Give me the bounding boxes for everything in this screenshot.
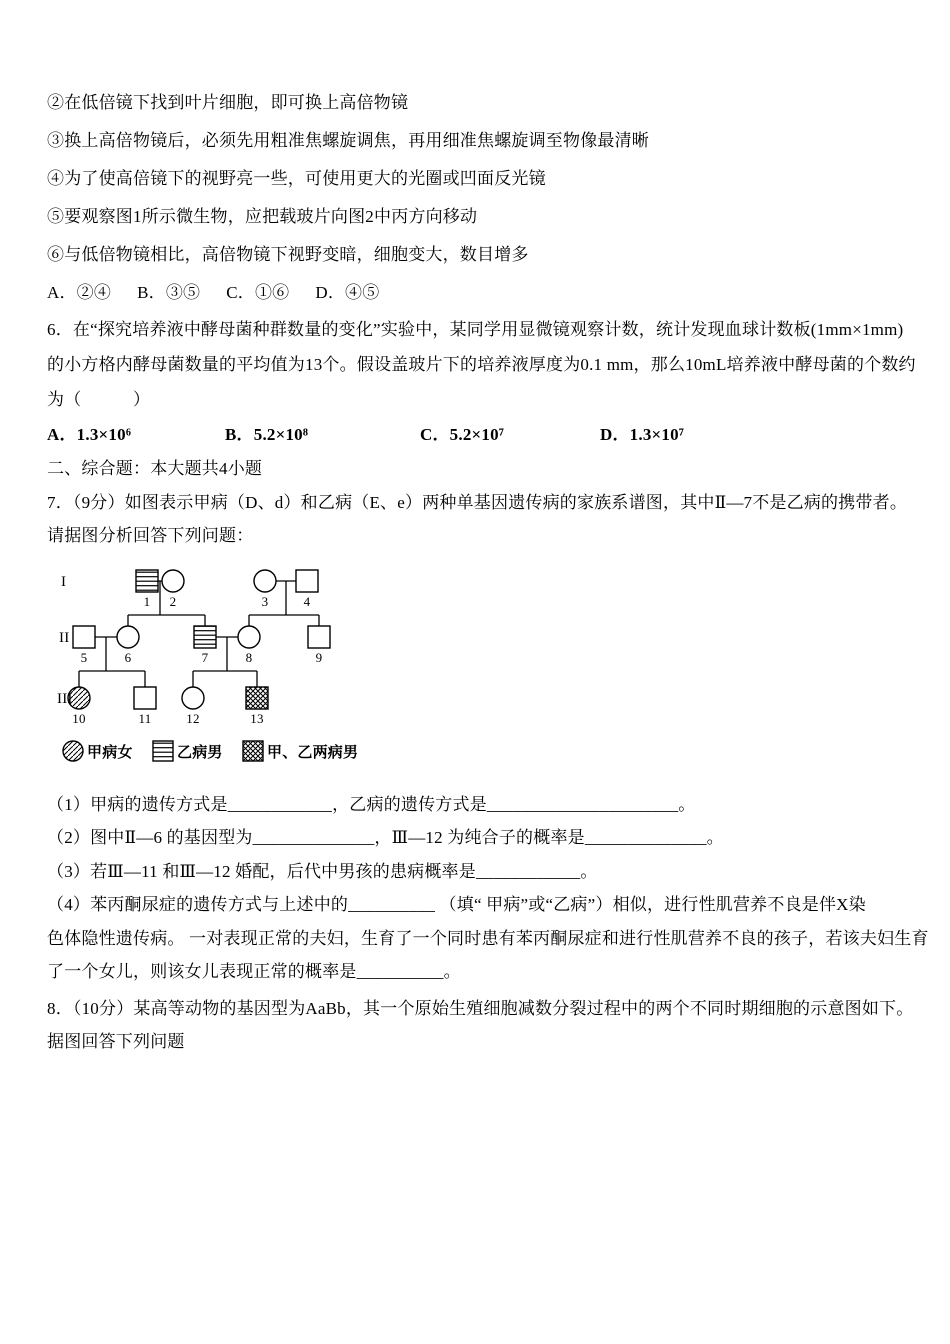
legend-swatch-disease-b-male — [153, 741, 173, 761]
individual-4-male — [296, 570, 318, 592]
individual-number: 5 — [80, 649, 88, 665]
individual-7-male — [194, 626, 216, 648]
individual-number: 9 — [315, 649, 323, 665]
statement-2: ②在低倍镜下找到叶片细胞，即可换上高倍物镜 — [47, 93, 409, 112]
legend-swatch-disease-ab-male — [243, 741, 263, 761]
q7-sub-question-4-line-2: 色体隐性遗传病。 一对表现正常的夫妇，生育了一个同时患有苯丙酮尿症和进行性肌营养不良的孩子，若该夫妇生育 — [47, 928, 929, 948]
individual-6-female — [117, 626, 139, 648]
q6-option-b: B．5.2×10⁸ — [225, 425, 309, 444]
individual-number: 10 — [72, 710, 86, 726]
statement-5: ⑤要观察图1所示微生物，应把载玻片向图2中丙方向移动 — [47, 207, 478, 226]
legend-label-disease-ab-male: 甲、乙两病男 — [267, 744, 359, 761]
individual-number: 1 — [143, 593, 151, 609]
individual-number: 13 — [250, 710, 264, 726]
individual-number: 12 — [186, 710, 200, 726]
individual-number: 4 — [303, 593, 311, 609]
q7-sub-question-3: （3）若Ⅲ—11 和Ⅲ—12 婚配，后代中男孩的患病概率是____________。 — [47, 861, 598, 881]
section-header: 二、综合题：本大题共4小题 — [47, 459, 263, 478]
statements-block — [47, 84, 910, 312]
q6-stem-line-1: 6．在“探究培养液中酵母菌种群数量的变化”实验中，某同学用显微镜观察计数，统计发现血球计数板(1mm×1mm) — [47, 320, 904, 339]
q6-stem-line-2: 的小方格内酵母菌数量的平均值为13个。假设盖玻片下的培养液厚度为0.1 mm，那么10mL培养液中酵母菌的个数约 — [47, 355, 916, 374]
individual-number: 8 — [245, 649, 253, 665]
individual-5-male — [73, 626, 95, 648]
individual-1-affected-b-male — [136, 570, 158, 592]
q6-options-row — [47, 417, 910, 452]
section-2-block — [47, 452, 929, 1059]
individual-number: 6 — [124, 649, 132, 665]
question-6-block — [47, 312, 916, 452]
q5-option-a: A．②④ — [47, 283, 112, 302]
individual-number: 2 — [169, 593, 177, 609]
q6-option-c: C．5.2×10⁷ — [420, 425, 505, 444]
q6-option-a: A．1.3×10⁶ — [47, 425, 132, 444]
statement-3: ③换上高倍物镜后，必须先用粗准焦螺旋调焦，再用细准焦螺旋调至物像最清晰 — [47, 131, 649, 150]
legend-swatch-disease-a-female — [63, 741, 83, 761]
individual-13-affected-ab-male — [246, 687, 268, 709]
individual-8-female — [238, 626, 260, 648]
pedigree-figure-wrapper — [53, 559, 910, 778]
q5-option-c: C．①⑥ — [226, 283, 290, 302]
q7-sub-question-2: （2）图中Ⅱ—6 的基因型为______________，Ⅲ—12 为纯合子的概率是______________。 — [47, 828, 724, 847]
q8-stem: 8．（10分）某高等动物的基因型为AaBb，其一个原始生殖细胞减数分裂过程中的两个不同时期细胞的示意图如下。 — [47, 998, 914, 1018]
q6-option-d: D．1.3×10⁷ — [600, 425, 685, 444]
individual-2-female — [162, 570, 184, 592]
legend-label-disease-a-female: 甲病女 — [87, 744, 133, 761]
pedigree-figure — [53, 559, 383, 773]
q7-sub-question-4-line-3: 了一个女儿，则该女儿表现正常的概率是__________。 — [47, 962, 461, 981]
q7-sub-question-4-line-1: （4）苯丙酮尿症的遗传方式与上述中的__________ （填“ 甲病”或“乙病”）相似，进行性肌营养不良是伴X染 — [47, 895, 866, 914]
individual-3-female — [254, 570, 276, 592]
individual-12-female — [182, 687, 204, 709]
statement-6: ⑥与低倍物镜相比，高倍物镜下视野变暗，细胞变大，数目增多 — [47, 245, 529, 264]
individual-number: 7 — [201, 649, 209, 665]
legend-label-disease-b-male: 乙病男 — [177, 744, 223, 761]
individual-number: 3 — [261, 593, 269, 609]
q8-prompt: 据图回答下列问题 — [47, 1032, 185, 1051]
q5-option-d: D．④⑤ — [315, 283, 380, 302]
q5-options-row — [47, 274, 910, 312]
individual-number: 11 — [138, 710, 152, 726]
statement-4: ④为了使高倍镜下的视野亮一些，可使用更大的光圈或凹面反光镜 — [47, 169, 546, 188]
q6-stem-line-3: 为（ ） — [47, 390, 151, 409]
q7-sub-question-1: （1）甲病的遗传方式是____________，乙病的遗传方式是______________________。 — [47, 794, 696, 814]
q7-prompt: 请据图分析回答下列问题： — [47, 526, 254, 545]
q5-option-b: B．③⑤ — [137, 283, 201, 302]
generation-label-1: I — [61, 573, 67, 590]
individual-9-male — [308, 626, 330, 648]
generation-label-3: III — [57, 690, 73, 707]
generation-label-2: II — [59, 629, 70, 646]
q7-stem: 7．（9分）如图表示甲病（D、d）和乙病（E、e）两种单基因遗传病的家族系谱图，其中Ⅱ—7不是乙病的携带者。 — [47, 492, 908, 512]
individual-11-male — [134, 687, 156, 709]
